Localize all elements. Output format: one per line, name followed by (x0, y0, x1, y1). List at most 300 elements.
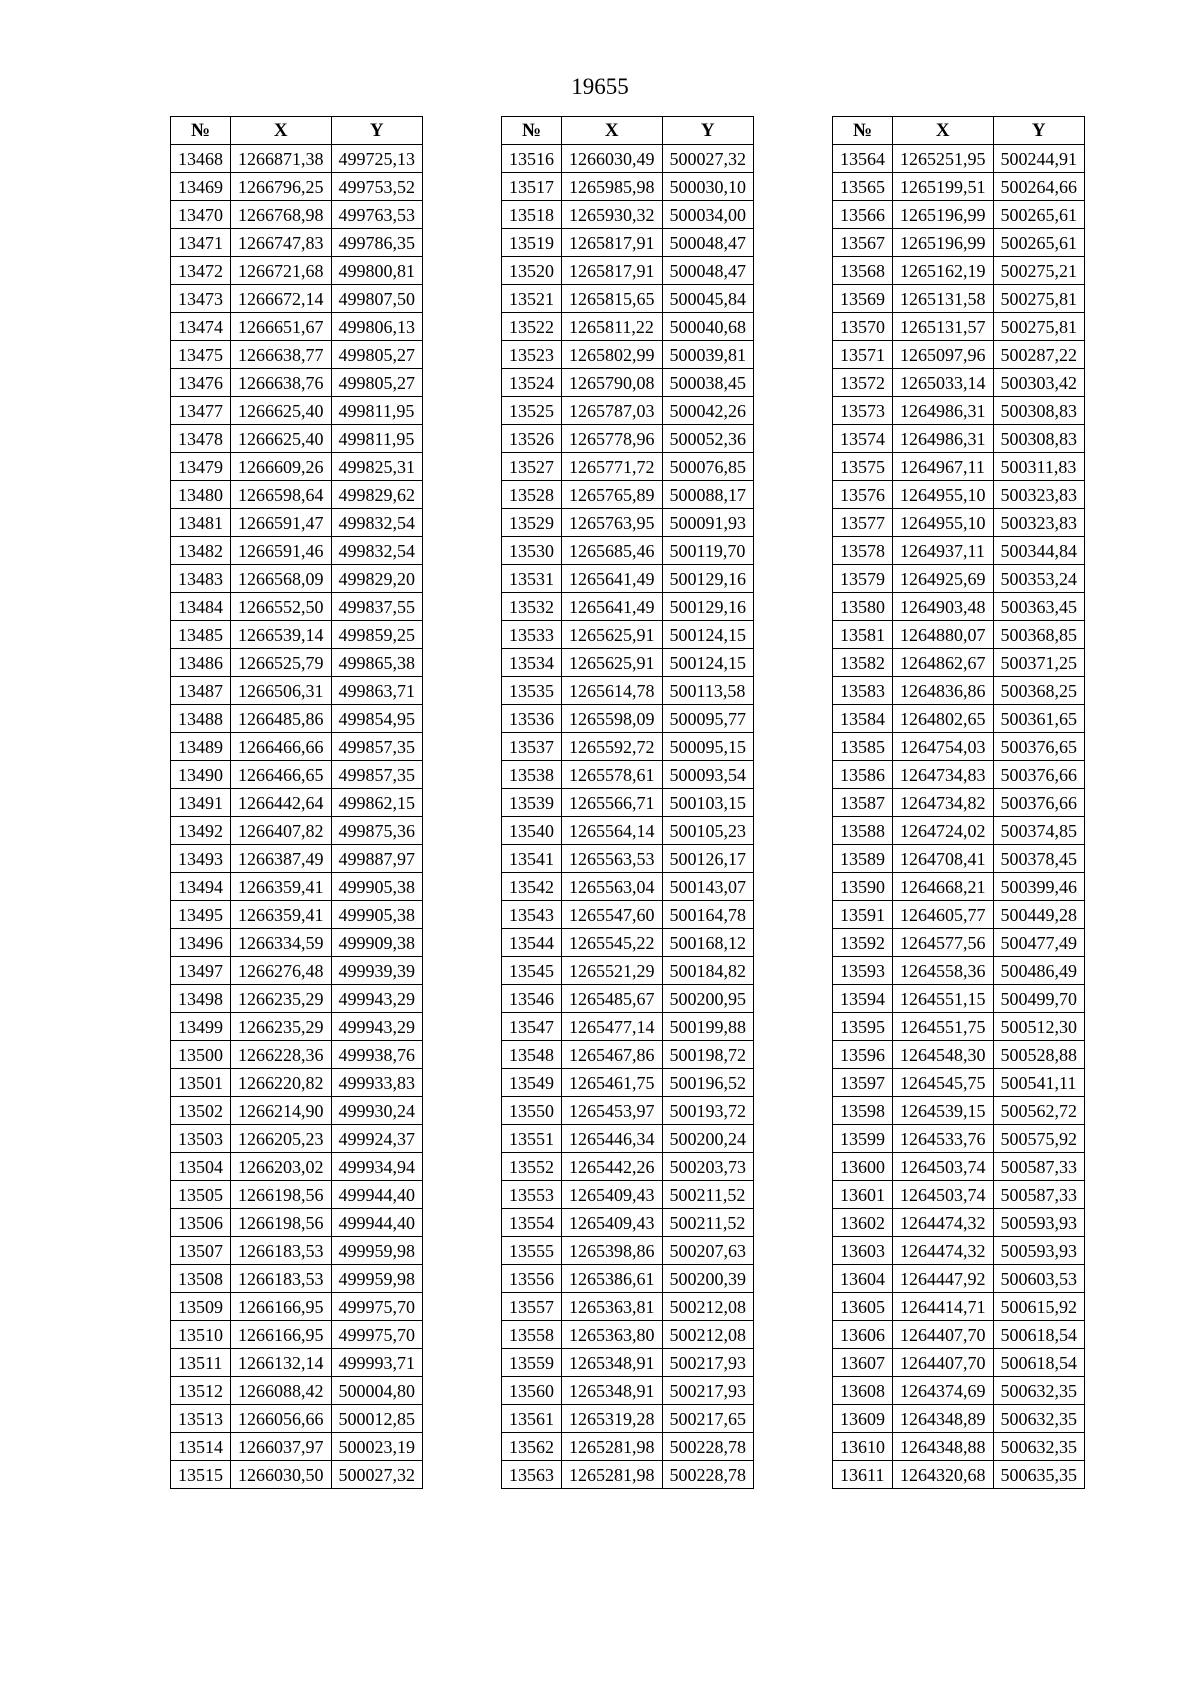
cell-y: 499862,15 (331, 789, 423, 817)
cell-y: 499905,38 (331, 901, 423, 929)
cell-y: 500184,82 (662, 957, 754, 985)
cell-number: 13581 (833, 621, 893, 649)
cell-x: 1265363,81 (562, 1293, 663, 1321)
table-row (502, 1237, 754, 1265)
table-row (502, 397, 754, 425)
cell-number: 13519 (502, 229, 562, 257)
cell-number: 13490 (171, 761, 231, 789)
table-row (171, 1181, 423, 1209)
cell-y: 499832,54 (331, 509, 423, 537)
cell-number: 13583 (833, 677, 893, 705)
cell-number: 13596 (833, 1041, 893, 1069)
cell-x: 1265162,19 (893, 257, 994, 285)
table-row (833, 957, 1085, 985)
cell-y: 499943,29 (331, 985, 423, 1013)
cell-y: 500199,88 (662, 1013, 754, 1041)
cell-y: 500143,07 (662, 873, 754, 901)
cell-number: 13611 (833, 1461, 893, 1489)
cell-y: 500103,15 (662, 789, 754, 817)
cell-number: 13562 (502, 1433, 562, 1461)
cell-x: 1265033,14 (893, 369, 994, 397)
table-row (833, 1069, 1085, 1097)
cell-y: 500615,92 (993, 1293, 1085, 1321)
cell-y: 500618,54 (993, 1349, 1085, 1377)
table-row (171, 173, 423, 201)
cell-x: 1265930,32 (562, 201, 663, 229)
table-row (833, 1461, 1085, 1489)
cell-x: 1265790,08 (562, 369, 663, 397)
cell-x: 1265199,51 (893, 173, 994, 201)
header-number: № (502, 117, 562, 145)
table-row (171, 845, 423, 873)
table-row (502, 425, 754, 453)
cell-number: 13553 (502, 1181, 562, 1209)
cell-y: 500376,66 (993, 789, 1085, 817)
table-row (171, 1433, 423, 1461)
cell-number: 13594 (833, 985, 893, 1013)
cell-y: 500541,11 (993, 1069, 1085, 1097)
cell-y: 500196,52 (662, 1069, 754, 1097)
table-row (171, 341, 423, 369)
table-row (502, 677, 754, 705)
cell-x: 1265453,97 (562, 1097, 663, 1125)
cell-x: 1266088,42 (231, 1377, 332, 1405)
cell-x: 1264348,88 (893, 1433, 994, 1461)
table-row (171, 705, 423, 733)
cell-x: 1265409,43 (562, 1209, 663, 1237)
cell-y: 500168,12 (662, 929, 754, 957)
cell-y: 500211,52 (662, 1209, 754, 1237)
cell-x: 1266796,25 (231, 173, 332, 201)
table-row (833, 201, 1085, 229)
cell-x: 1266334,59 (231, 929, 332, 957)
cell-y: 500287,22 (993, 341, 1085, 369)
table-row (171, 1461, 423, 1489)
cell-y: 500303,42 (993, 369, 1085, 397)
cell-y: 500593,93 (993, 1209, 1085, 1237)
cell-number: 13557 (502, 1293, 562, 1321)
cell-y: 500378,45 (993, 845, 1085, 873)
table-row (171, 537, 423, 565)
cell-x: 1265446,34 (562, 1125, 663, 1153)
table-row (502, 1321, 754, 1349)
cell-number: 13503 (171, 1125, 231, 1153)
table-row (502, 1013, 754, 1041)
cell-y: 499924,37 (331, 1125, 423, 1153)
cell-x: 1264407,70 (893, 1321, 994, 1349)
cell-x: 1265196,99 (893, 229, 994, 257)
cell-y: 499811,95 (331, 397, 423, 425)
cell-x: 1266276,48 (231, 957, 332, 985)
table-row (833, 1013, 1085, 1041)
cell-x: 1266198,56 (231, 1209, 332, 1237)
cell-y: 500052,36 (662, 425, 754, 453)
table-row (171, 817, 423, 845)
cell-x: 1266235,29 (231, 985, 332, 1013)
cell-number: 13501 (171, 1069, 231, 1097)
table-row (833, 537, 1085, 565)
cell-x: 1265625,91 (562, 621, 663, 649)
header-number: № (833, 117, 893, 145)
cell-y: 500512,30 (993, 1013, 1085, 1041)
cell-x: 1264955,10 (893, 481, 994, 509)
cell-y: 500275,81 (993, 285, 1085, 313)
cell-number: 13592 (833, 929, 893, 957)
table-row (502, 1377, 754, 1405)
cell-y: 500207,63 (662, 1237, 754, 1265)
table-row (171, 1097, 423, 1125)
table-row (171, 789, 423, 817)
cell-x: 1264937,11 (893, 537, 994, 565)
table-row (171, 593, 423, 621)
cell-number: 13485 (171, 621, 231, 649)
cell-x: 1266220,82 (231, 1069, 332, 1097)
cell-x: 1265811,22 (562, 313, 663, 341)
table-row (171, 313, 423, 341)
cell-number: 13555 (502, 1237, 562, 1265)
coordinate-table-1 (170, 116, 423, 1489)
cell-x: 1266598,64 (231, 481, 332, 509)
table-row (171, 425, 423, 453)
table-row (502, 229, 754, 257)
cell-y: 499930,24 (331, 1097, 423, 1125)
cell-y: 500124,15 (662, 621, 754, 649)
cell-number: 13511 (171, 1349, 231, 1377)
cell-number: 13563 (502, 1461, 562, 1489)
coordinate-table-2 (501, 116, 754, 1489)
cell-number: 13554 (502, 1209, 562, 1237)
cell-y: 500344,84 (993, 537, 1085, 565)
cell-x: 1266525,79 (231, 649, 332, 677)
table-row (171, 509, 423, 537)
cell-x: 1264474,32 (893, 1237, 994, 1265)
cell-number: 13580 (833, 593, 893, 621)
cell-number: 13513 (171, 1405, 231, 1433)
cell-number: 13502 (171, 1097, 231, 1125)
table-row (833, 1377, 1085, 1405)
cell-x: 1265598,09 (562, 705, 663, 733)
cell-number: 13552 (502, 1153, 562, 1181)
cell-x: 1266166,95 (231, 1321, 332, 1349)
table-row (833, 593, 1085, 621)
cell-x: 1265547,60 (562, 901, 663, 929)
cell-y: 499944,40 (331, 1181, 423, 1209)
cell-y: 500499,70 (993, 985, 1085, 1013)
cell-x: 1264903,48 (893, 593, 994, 621)
cell-number: 13468 (171, 145, 231, 173)
cell-x: 1265131,57 (893, 313, 994, 341)
header-number: № (171, 117, 231, 145)
header-y: Y (331, 117, 423, 145)
table-row (502, 201, 754, 229)
cell-y: 500105,23 (662, 817, 754, 845)
cell-y: 500265,61 (993, 201, 1085, 229)
cell-y: 499993,71 (331, 1349, 423, 1377)
cell-x: 1265763,95 (562, 509, 663, 537)
table-row (502, 285, 754, 313)
table-row (502, 1209, 754, 1237)
cell-x: 1266466,66 (231, 733, 332, 761)
cell-y: 500004,80 (331, 1377, 423, 1405)
cell-x: 1264925,69 (893, 565, 994, 593)
cell-x: 1264407,70 (893, 1349, 994, 1377)
cell-y: 500632,35 (993, 1377, 1085, 1405)
cell-x: 1264986,31 (893, 425, 994, 453)
table-row (502, 257, 754, 285)
cell-y: 500368,25 (993, 677, 1085, 705)
table-row (833, 1153, 1085, 1181)
cell-number: 13543 (502, 901, 562, 929)
cell-y: 499887,97 (331, 845, 423, 873)
table-row (502, 537, 754, 565)
cell-y: 500371,25 (993, 649, 1085, 677)
table-row (502, 1181, 754, 1209)
cell-y: 499825,31 (331, 453, 423, 481)
table-row (171, 369, 423, 397)
table-row (833, 397, 1085, 425)
cell-y: 500477,49 (993, 929, 1085, 957)
cell-y: 500203,73 (662, 1153, 754, 1181)
table-row (502, 481, 754, 509)
cell-y: 500486,49 (993, 957, 1085, 985)
cell-number: 13498 (171, 985, 231, 1013)
cell-number: 13577 (833, 509, 893, 537)
cell-y: 499865,38 (331, 649, 423, 677)
cell-number: 13610 (833, 1433, 893, 1461)
cell-x: 1264414,71 (893, 1293, 994, 1321)
cell-number: 13560 (502, 1377, 562, 1405)
cell-x: 1266407,82 (231, 817, 332, 845)
table-row (833, 1405, 1085, 1433)
table-row (171, 1069, 423, 1097)
table-row (833, 817, 1085, 845)
cell-x: 1264320,68 (893, 1461, 994, 1489)
cell-x: 1266132,14 (231, 1349, 332, 1377)
table-row (833, 761, 1085, 789)
table-row (502, 985, 754, 1013)
table-row (171, 201, 423, 229)
cell-number: 13605 (833, 1293, 893, 1321)
cell-x: 1264577,56 (893, 929, 994, 957)
cell-y: 500012,85 (331, 1405, 423, 1433)
table-row (833, 453, 1085, 481)
cell-x: 1266030,50 (231, 1461, 332, 1489)
table-row (833, 677, 1085, 705)
cell-x: 1265817,91 (562, 229, 663, 257)
header-x: X (893, 117, 994, 145)
cell-y: 499806,13 (331, 313, 423, 341)
cell-y: 499975,70 (331, 1293, 423, 1321)
cell-x: 1264548,30 (893, 1041, 994, 1069)
cell-x: 1266359,41 (231, 873, 332, 901)
cell-x: 1266591,47 (231, 509, 332, 537)
cell-number: 13530 (502, 537, 562, 565)
cell-y: 500039,81 (662, 341, 754, 369)
cell-x: 1264754,03 (893, 733, 994, 761)
table-row (833, 285, 1085, 313)
cell-number: 13529 (502, 509, 562, 537)
cell-number: 13561 (502, 1405, 562, 1433)
cell-number: 13528 (502, 481, 562, 509)
cell-y: 499905,38 (331, 873, 423, 901)
cell-y: 500228,78 (662, 1461, 754, 1489)
cell-y: 500275,81 (993, 313, 1085, 341)
cell-x: 1264862,67 (893, 649, 994, 677)
cell-x: 1266037,97 (231, 1433, 332, 1461)
cell-x: 1266166,95 (231, 1293, 332, 1321)
cell-number: 13531 (502, 565, 562, 593)
cell-number: 13524 (502, 369, 562, 397)
table-row (833, 1237, 1085, 1265)
cell-y: 500129,16 (662, 593, 754, 621)
cell-y: 499959,98 (331, 1237, 423, 1265)
cell-y: 500587,33 (993, 1153, 1085, 1181)
cell-number: 13568 (833, 257, 893, 285)
cell-x: 1266030,49 (562, 145, 663, 173)
cell-x: 1265771,72 (562, 453, 663, 481)
table-row (171, 453, 423, 481)
cell-x: 1266672,14 (231, 285, 332, 313)
header-x: X (231, 117, 332, 145)
cell-number: 13493 (171, 845, 231, 873)
cell-y: 500323,83 (993, 481, 1085, 509)
cell-x: 1265765,89 (562, 481, 663, 509)
table-row (171, 873, 423, 901)
cell-number: 13551 (502, 1125, 562, 1153)
cell-x: 1265386,61 (562, 1265, 663, 1293)
cell-y: 500095,77 (662, 705, 754, 733)
cell-x: 1266651,67 (231, 313, 332, 341)
cell-y: 500528,88 (993, 1041, 1085, 1069)
cell-number: 13572 (833, 369, 893, 397)
cell-y: 499753,52 (331, 173, 423, 201)
cell-number: 13472 (171, 257, 231, 285)
cell-y: 500374,85 (993, 817, 1085, 845)
cell-number: 13538 (502, 761, 562, 789)
cell-y: 500093,54 (662, 761, 754, 789)
table-header-row (502, 117, 754, 145)
cell-number: 13518 (502, 201, 562, 229)
cell-number: 13495 (171, 901, 231, 929)
cell-number: 13491 (171, 789, 231, 817)
table-row (833, 621, 1085, 649)
cell-y: 499829,20 (331, 565, 423, 593)
cell-y: 500308,83 (993, 397, 1085, 425)
cell-number: 13496 (171, 929, 231, 957)
cell-number: 13488 (171, 705, 231, 733)
cell-y: 500200,24 (662, 1125, 754, 1153)
cell-number: 13514 (171, 1433, 231, 1461)
cell-number: 13537 (502, 733, 562, 761)
cell-number: 13608 (833, 1377, 893, 1405)
cell-x: 1265641,49 (562, 565, 663, 593)
table-row (171, 761, 423, 789)
cell-x: 1265778,96 (562, 425, 663, 453)
cell-number: 13486 (171, 649, 231, 677)
cell-x: 1266205,23 (231, 1125, 332, 1153)
cell-x: 1266203,02 (231, 1153, 332, 1181)
cell-number: 13504 (171, 1153, 231, 1181)
table-row (171, 1265, 423, 1293)
cell-y: 500449,28 (993, 901, 1085, 929)
cell-number: 13494 (171, 873, 231, 901)
cell-number: 13479 (171, 453, 231, 481)
cell-number: 13569 (833, 285, 893, 313)
cell-y: 500076,85 (662, 453, 754, 481)
cell-x: 1266591,46 (231, 537, 332, 565)
cell-y: 500217,93 (662, 1377, 754, 1405)
page-number: 19655 (571, 74, 629, 99)
cell-y: 500124,15 (662, 649, 754, 677)
table-row (171, 1405, 423, 1433)
cell-number: 13473 (171, 285, 231, 313)
cell-x: 1266387,49 (231, 845, 332, 873)
cell-number: 13565 (833, 173, 893, 201)
cell-x: 1264539,15 (893, 1097, 994, 1125)
cell-x: 1266485,86 (231, 705, 332, 733)
cell-number: 13469 (171, 173, 231, 201)
cell-number: 13566 (833, 201, 893, 229)
cell-y: 499811,95 (331, 425, 423, 453)
cell-y: 500587,33 (993, 1181, 1085, 1209)
cell-x: 1264986,31 (893, 397, 994, 425)
cell-number: 13517 (502, 173, 562, 201)
cell-x: 1266568,09 (231, 565, 332, 593)
cell-number: 13500 (171, 1041, 231, 1069)
table-row (171, 1321, 423, 1349)
cell-x: 1266721,68 (231, 257, 332, 285)
cell-number: 13559 (502, 1349, 562, 1377)
cell-y: 499800,81 (331, 257, 423, 285)
cell-y: 500042,26 (662, 397, 754, 425)
cell-x: 1266359,41 (231, 901, 332, 929)
cell-x: 1265563,04 (562, 873, 663, 901)
cell-x: 1266552,50 (231, 593, 332, 621)
cell-x: 1266747,83 (231, 229, 332, 257)
cell-number: 13508 (171, 1265, 231, 1293)
cell-x: 1265131,58 (893, 285, 994, 313)
cell-number: 13483 (171, 565, 231, 593)
cell-number: 13587 (833, 789, 893, 817)
cell-y: 500119,70 (662, 537, 754, 565)
table-row (502, 957, 754, 985)
cell-x: 1266183,53 (231, 1237, 332, 1265)
cell-number: 13487 (171, 677, 231, 705)
cell-x: 1264668,21 (893, 873, 994, 901)
table-row (502, 1041, 754, 1069)
cell-y: 500027,32 (662, 145, 754, 173)
cell-number: 13515 (171, 1461, 231, 1489)
cell-number: 13578 (833, 537, 893, 565)
cell-number: 13497 (171, 957, 231, 985)
cell-number: 13539 (502, 789, 562, 817)
cell-number: 13542 (502, 873, 562, 901)
cell-number: 13526 (502, 425, 562, 453)
cell-x: 1264533,76 (893, 1125, 994, 1153)
cell-x: 1266539,14 (231, 621, 332, 649)
table-row (171, 957, 423, 985)
cell-y: 500361,65 (993, 705, 1085, 733)
cell-number: 13571 (833, 341, 893, 369)
table-row (171, 1237, 423, 1265)
cell-number: 13541 (502, 845, 562, 873)
table-row (171, 1041, 423, 1069)
table-row (502, 1125, 754, 1153)
cell-x: 1264374,69 (893, 1377, 994, 1405)
table-row (833, 985, 1085, 1013)
cell-x: 1266871,38 (231, 145, 332, 173)
cell-y: 500048,47 (662, 229, 754, 257)
